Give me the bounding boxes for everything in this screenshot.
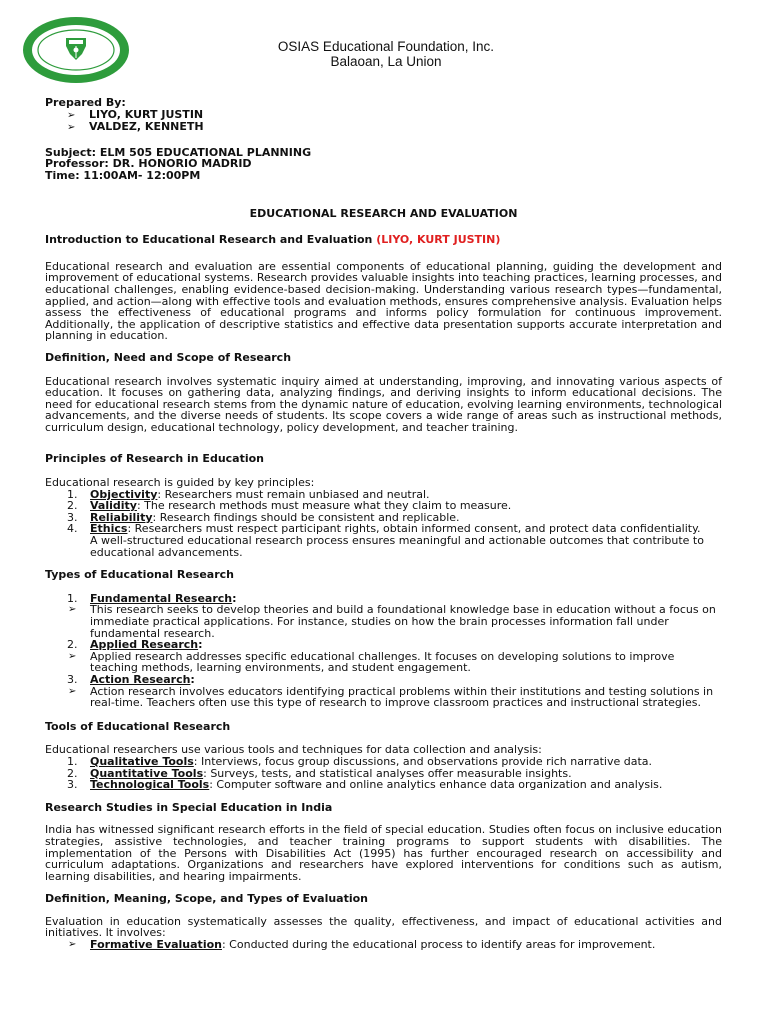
evaluation-paragraph: Evaluation in education systematically assesses the quality, effectiveness, and impact of educational activities and initiatives. It involves: [45, 914, 722, 940]
list-item: 1. Qualitative Tools: Interviews, focus group discussions, and observations provide rich narrative data. [67, 754, 652, 768]
list-item: 3. Reliability: Research findings should be consistent and replicable. [67, 510, 460, 524]
document-body [45, 97, 722, 951]
list-item: 1. Objectivity: Researchers must remain unbiased and neutral. [67, 487, 430, 501]
time-line: Time: 11:00AM- 12:00PM [45, 168, 201, 182]
org-location: Balaoan, La Union [330, 54, 442, 69]
tools-intro: Educational researchers use various tools and techniques for data collection and analysis: [45, 743, 542, 757]
definition-paragraph: Educational research involves systematic inquiry aimed at understanding, improving, and innovating various aspects of education. It focuses on gathering data, analyzing findings, and deriving insights to inform educational decisions. The need for educational research stems from the dynamic nature of education, evolving learning environments, technological advancements, and the diverse needs of students. Its scope covers a wide range of areas such as instructional methods, curriculum design, educational technology, policy development, and teacher training. [45, 374, 722, 434]
definition-heading: Definition, Need and Scope of Research [45, 350, 292, 364]
preparer: ➢ LIYO, KURT JUSTIN [67, 107, 204, 121]
list-item: 1. Fundamental Research: [67, 591, 237, 605]
principles-intro: Educational research is guided by key principles: [45, 476, 315, 490]
principles-heading: Principles of Research in Education [45, 452, 265, 466]
arrow-bullet-icon: ➢ [68, 604, 77, 616]
india-heading: Research Studies in Special Education in India [45, 800, 333, 814]
types-heading: Types of Educational Research [45, 568, 234, 582]
intro-paragraph: Educational research and evaluation are essential components of educational planning, guiding the development and improvement of educational systems. Research provides valuable insights into teaching practices, learning processes, and educational challenges, enabling evidence-based decision-making. Understanding various research types—fundamental, applied, and action—along with effective tools and evaluation methods, ensures comprehensive analysis. Evaluation helps assess the effectiveness of educational programs and informs policy formulation for continuous improvement. Additionally, the application of descriptive statistics and effective data presentation supports accurate interpretation and planning in education. [45, 259, 722, 343]
list-item: 2. Validity: The research methods must measure what they claim to measure. [67, 499, 512, 513]
professor-line: Professor: DR. HONORIO MADRID [45, 157, 252, 171]
prepared-by-label: Prepared By: [45, 96, 126, 109]
list-item: 2. Quantitative Tools: Surveys, tests, and statistical analyses offer measurable insights. [67, 766, 572, 780]
seal-logo [22, 16, 130, 84]
principles-list [45, 489, 722, 535]
type-description: ➢ Applied research addresses specific educational challenges. It focuses on developing solutions to improve teaching methods, learning environments, and student engagement. [68, 649, 675, 675]
arrow-bullet-icon: ➢ [68, 939, 77, 951]
arrow-bullet-icon: ➢ [68, 650, 77, 662]
preparer: ➢ VALDEZ, KENNETH [67, 120, 204, 134]
intro-heading: Introduction to Educational Research and Evaluation (LIYO, KURT JUSTIN) [45, 233, 501, 247]
subject-line: Subject: ELM 505 EDUCATIONAL PLANNING [45, 145, 312, 159]
list-item: 2. Applied Research: [67, 638, 203, 652]
tools-heading: Tools of Educational Research [45, 719, 231, 733]
evaluation-heading: Definition, Meaning, Scope, and Types of Evaluation [45, 892, 369, 906]
arrow-bullet-icon: ➢ [67, 109, 76, 121]
list-item: 3. Technological Tools: Computer software and online analytics enhance data organization and analysis. [67, 778, 663, 792]
letterhead [160, 39, 612, 69]
tools-list [45, 756, 722, 791]
evaluation-item: ➢ Formative Evaluation: Conducted during the educational process to identify areas for improvement. [68, 938, 656, 952]
org-name: OSIAS Educational Foundation, Inc. [277, 39, 495, 54]
arrow-bullet-icon: ➢ [68, 685, 77, 697]
intro-author: (LIYO, KURT JUSTIN) [376, 233, 501, 247]
type-description: ➢ This research seeks to develop theories and build a foundational knowledge base in education without a focus on immediate practical applications. For instance, studies on how the brain processes information fall under fundamental research. [68, 603, 716, 640]
arrow-bullet-icon: ➢ [67, 122, 76, 134]
principles-outro: A well-structured educational research process ensures meaningful and actionable outcomes that contribute to educational advancements. [90, 534, 704, 559]
list-item: 4. Ethics: Researchers must respect participant rights, obtain informed consent, and protect data confidentiality. [67, 522, 701, 536]
list-item: 3. Action Research: [67, 672, 195, 686]
type-description: ➢ Action research involves educators identifying practical problems within their institutions and testing solutions in real-time. Teachers often use this type of research to improve classroom practices and instructional strategies. [68, 684, 714, 710]
india-paragraph: India has witnessed significant research efforts in the field of special education. Studies often focus on inclusive education strategies, assistive technologies, and teacher training programs to support students with disabilities. The implementation of the Persons with Disabilities Act (1995) has further encouraged research on accessibility and curriculum adaptations. Organizations and researchers have explored interventions for conditions such as autism, learning disabilities, and hearing impairments. [45, 823, 722, 883]
document-title: EDUCATIONAL RESEARCH AND EVALUATION [249, 206, 518, 220]
